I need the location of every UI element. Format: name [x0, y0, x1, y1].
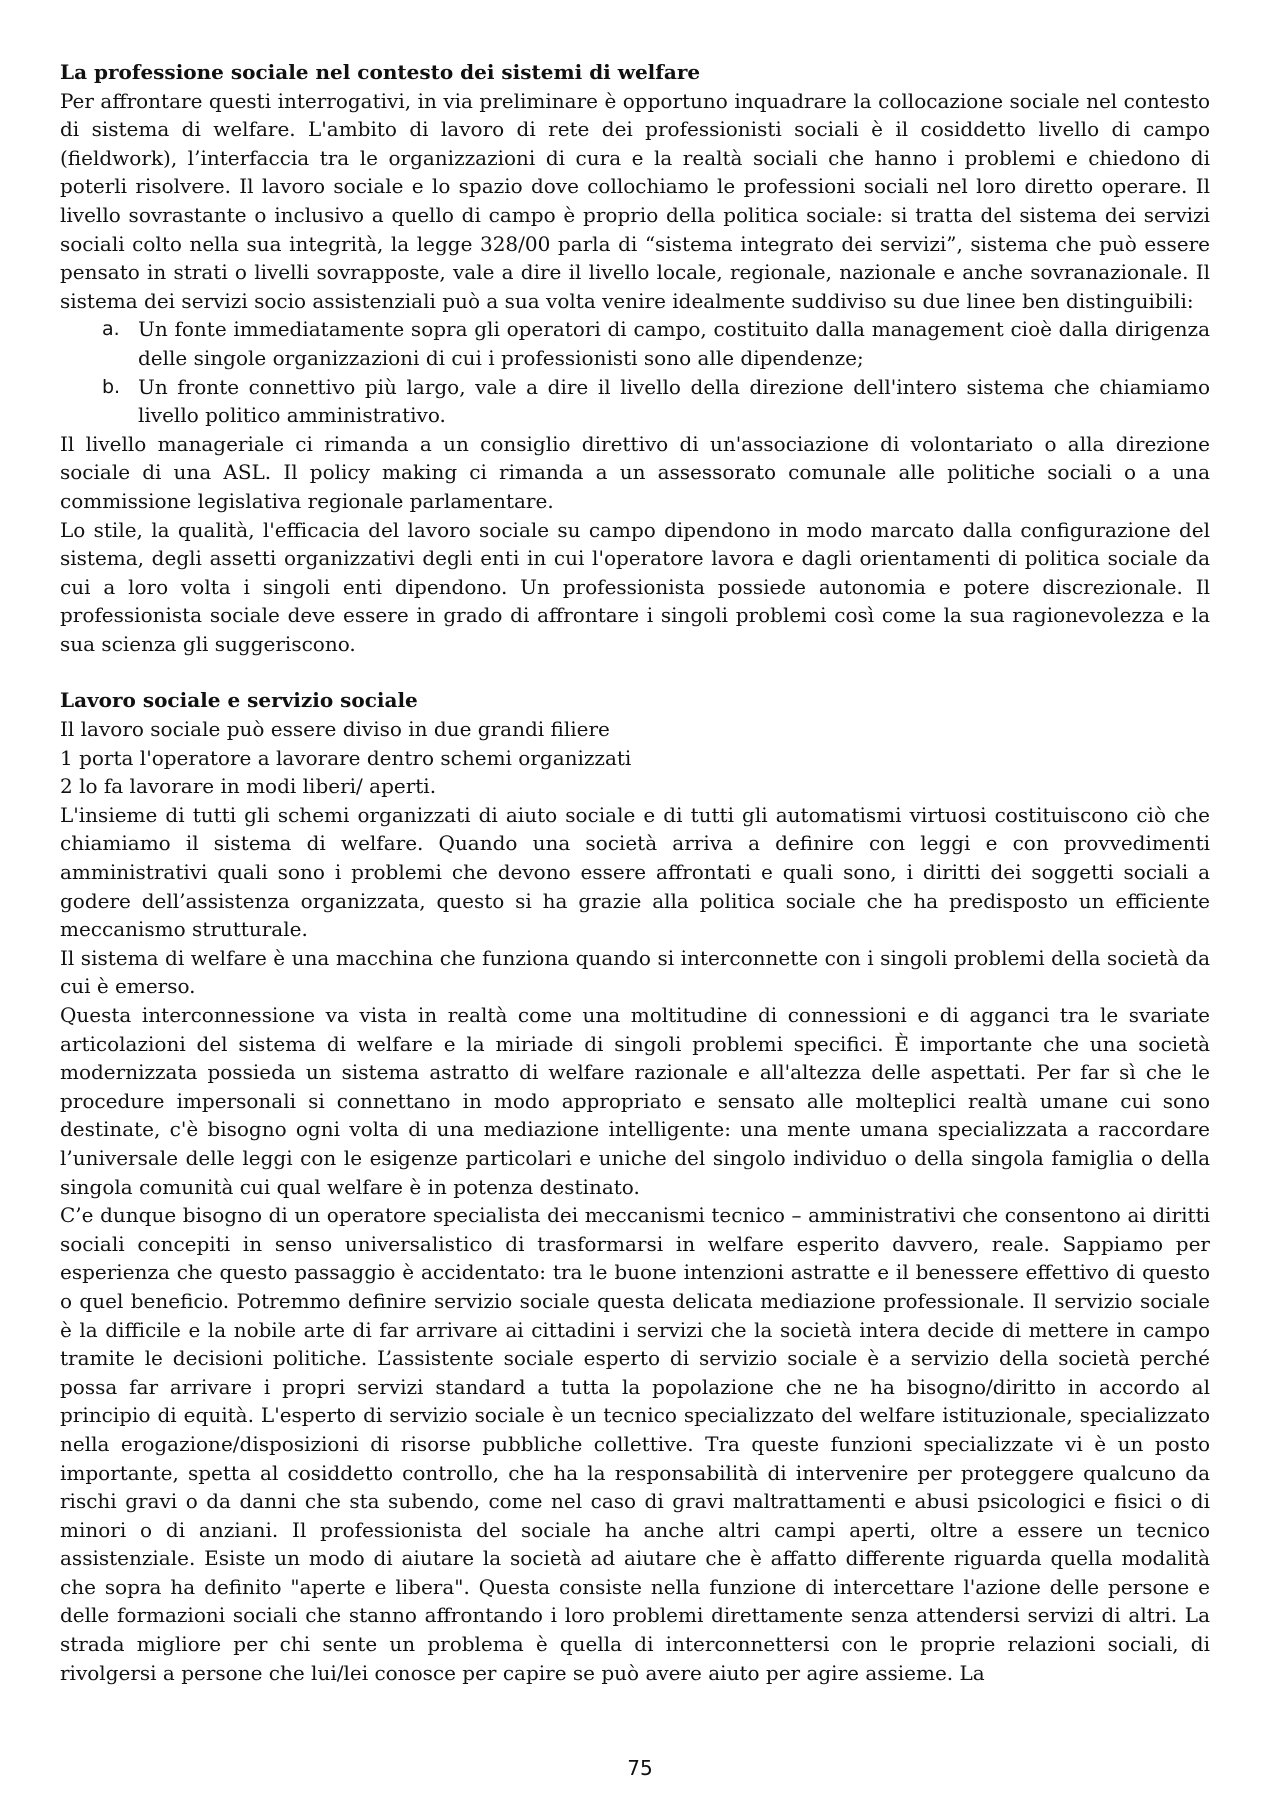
list-item: [102, 315, 1210, 372]
text-line: 1 porta l'operatore a lavorare dentro schemi organizzati: [60, 745, 632, 770]
section-title-welfare: La professione sociale nel contesto dei sistemi di welfare: [60, 60, 701, 84]
list-marker: a.: [102, 318, 120, 341]
text-line: Il lavoro sociale può essere diviso in due grandi filiere: [60, 717, 610, 742]
section-title-servizio-sociale: Lavoro sociale e servizio sociale: [60, 688, 418, 713]
page-number: 75: [627, 1756, 653, 1780]
section-gap: [60, 658, 1210, 686]
paragraph: Lo stile, la qualità, l'efficacia del lavoro sociale su campo dipendono in modo marcato dalla configurazione del sistema, degli assetti organizzativi degli enti in cui l'operatore lavora e dagli orientamenti di politica sociale da cui a loro volta i singoli enti dipendono. Un professionista possiede autonomia e potere discrezionale. Il professionista sociale deve essere in grado di affrontare i singoli problemi così come la sua ragionevolezza e la sua scienza gli suggeriscono.: [60, 517, 1210, 656]
paragraph: L'insieme di tutti gli schemi organizzati di aiuto sociale e di tutti gli automatismi virtuosi costituiscono ciò che chiamiamo il sistema di welfare. Quando una società arriva a definire con leggi e con provvedimenti amministrativi quali sono i problemi che devono essere affrontati e quali sono, i diritti dei soggetti sociali a godere dell’assistenza organizzata, questo si ha grazie alla politica sociale che ha predisposto un efficiente meccanismo strutturale.: [60, 802, 1210, 942]
list-item: [102, 373, 1210, 430]
text-line: 2 lo fa lavorare in modi liberi/ aperti.: [60, 774, 437, 799]
paragraph: Il livello manageriale ci rimanda a un consiglio direttivo di un'associazione di volontariato o alla direzione sociale di una ASL. Il policy making ci rimanda a un assessorato comunale alle politiche sociali o a una commissione legislativa regionale parlamentare.: [60, 431, 1210, 513]
paragraph: Questa interconnessione va vista in realtà come una moltitudine di connessioni e di agganci tra le svariate articolazioni del sistema di welfare e la miriade di singoli problemi specifici. È importante che una società modernizzata possieda un sistema astratto di welfare razionale e all'altezza delle aspettati. Per far sì che le procedure impersonali si connettano in modo appropriato e sensato alle molteplici realtà umane cui sono destinate, c'è bisogno ogni volta di una mediazione intelligente: una mente umana specializzata a raccordare l’universale delle leggi con le esigenze particolari e uniche del singolo individuo o della singola famiglia o della singola comunità cui qual welfare è in potenza destinato.: [60, 1003, 1210, 1199]
list-item-text: Un fonte immediatamente sopra gli operatori di campo, costituito dalla management cioè dalla dirigenza delle singole organizzazioni di cui i professionisti sono alle dipendenze;: [138, 317, 1210, 370]
paragraph: Il sistema di welfare è una macchina che funziona quando si interconnette con i singoli problemi della società da cui è emerso.: [60, 945, 1210, 999]
paragraph: C’e dunque bisogno di un operatore specialista dei meccanismi tecnico – amministrativi che consentono ai diritti sociali concepiti in senso universalistico di trasformarsi in welfare esperito davvero, reale. Sappiamo per esperienza che questo passaggio è accidentato: tra le buone intenzioni astratte e il benessere effettivo di questo o quel beneficio. Potremmo definire servizio sociale questa delicata mediazione professionale. Il servizio sociale è la difficile e la nobile arte di far arrivare ai cittadini i servizi che la società intera decide di mettere in campo tramite le decisioni politiche. L’assistente sociale esperto di servizio sociale è a servizio della società perché possa far arrivare i propri servizi standard a tutta la popolazione che ne ha bisogno/diritto in accordo al principio di equità. L'esperto di servizio sociale è un tecnico specializzato del welfare istituzionale, specializzato nella erogazione/disposizioni di risorse pubbliche collettive. Tra queste funzioni specializzate vi è un posto importante, spetta al cosiddetto controllo, che ha la responsabilità di intervenire per proteggere qualcuno da rischi gravi o da danni che sta subendo, come nel caso di gravi maltrattamenti e abusi psicologici e fisici o di minori o di anziani. Il professionista del sociale ha anche altri campi aperti, oltre a essere un tecnico assistenziale. Esiste un modo di aiutare la società ad aiutare che è affatto differente riguarda quella modalità che sopra ha definito "aperte e libera". Questa consiste nella funzione di intercettare l'azione delle persone e delle formazioni sociali che stanno affrontando i loro problemi direttamente senza attendersi servizi di altri. La strada migliore per chi sente un problema è quella di interconnettersi con le proprie relazioni sociali, di rivolgersi a persone che lui/lei conosce per capire se può avere aiuto per agire assieme. La: [60, 1203, 1210, 1685]
list-marker: b.: [102, 375, 121, 398]
page-content: [60, 58, 1210, 1687]
list-item-text: Un fronte connettivo più largo, vale a dire il livello della direzione dell'intero sistema che chiamiamo livello politico amministrativo.: [138, 374, 1210, 428]
paragraph: Per affrontare questi interrogativi, in via preliminare è opportuno inquadrare la collocazione sociale nel contesto di sistema di welfare. L'ambito di lavoro di rete dei professionisti sociali è il cosiddetto livello di campo (fieldwork), l’interfaccia tra le organizzazioni di cura e la realtà sociali che hanno i problemi e chiedono di poterli risolvere. Il lavoro sociale e lo spazio dove collochiamo le professioni sociali nel loro diretto operare. Il livello sovrastante o inclusivo a quello di campo è proprio della politica sociale: si tratta del sistema dei servizi sociali colto nella sua integrità, la legge 328/00 parla di “sistema integrato dei servizi”, sistema che può essere pensato in strati o livelli sovrapposte, vale a dire il livello locale, regionale, nazionale e anche sovranazionale. Il sistema dei servizi socio assistenziali può a sua volta venire idealmente suddiviso su due linee ben distinguibili:: [60, 88, 1210, 313]
levels-list: [60, 315, 1210, 429]
